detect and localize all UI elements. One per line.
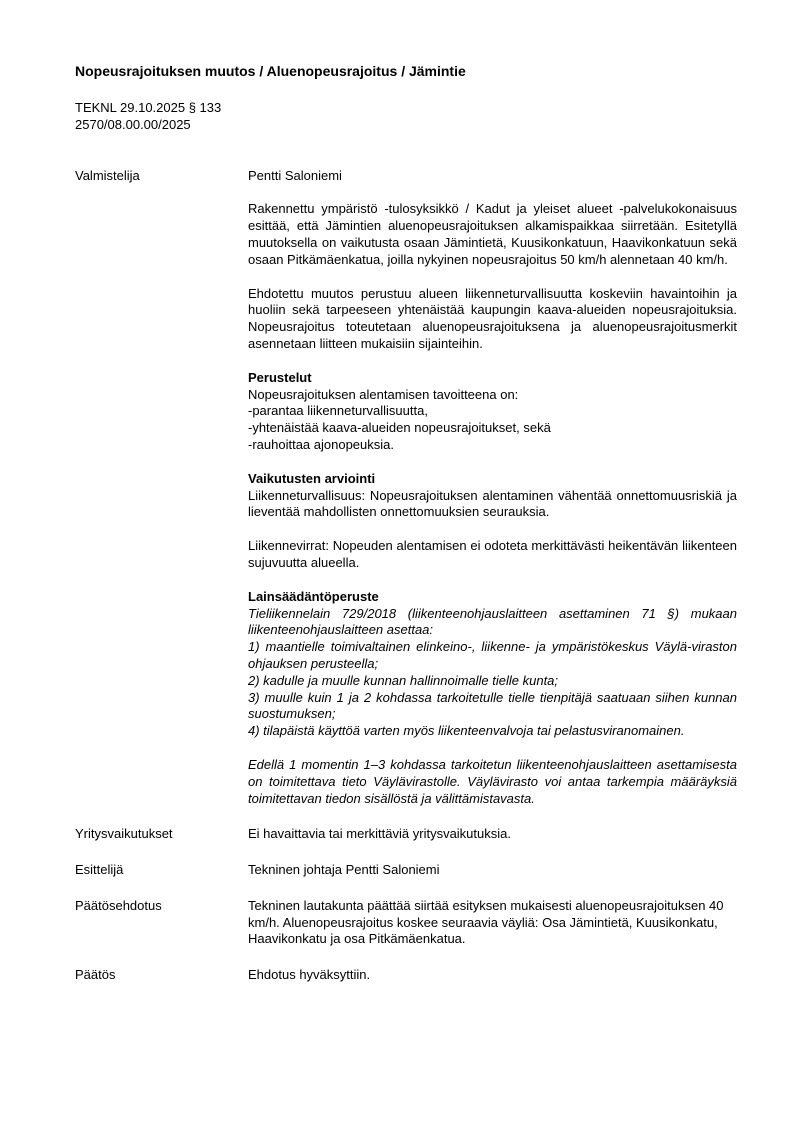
perustelut-item: -rauhoittaa ajonopeuksia. bbox=[248, 436, 394, 452]
document-title: Nopeusrajoituksen muutos / Aluenopeusrajoitus / Jämintie bbox=[75, 63, 466, 79]
paragraph-liikennevirrat: Liikennevirrat: Nopeuden alentamisen ei odoteta merkittävästi heikentävän liikenteen sujuvuutta alueella. bbox=[248, 538, 737, 570]
heading-lainsaadantoperuste: Lainsäädäntöperuste bbox=[248, 588, 379, 604]
lainsaadanto-item: 2) kadulle ja muulle kunnan hallinnoimalle tielle kunta; bbox=[248, 672, 559, 688]
row-paatos bbox=[75, 967, 737, 984]
esittelija-text: Tekninen johtaja Pentti Saloniemi bbox=[248, 862, 440, 878]
row-paatosehdotus bbox=[75, 898, 737, 948]
paragraph-liikenneturvallisuus: Liikenneturvallisuus: Nopeusrajoituksen alentaminen vähentää onnettomuusriskiä ja lieventää mahdollisten onnettomuuksien seurauksia. bbox=[248, 487, 737, 520]
paatos-text: Ehdotus hyväksyttiin. bbox=[248, 967, 371, 983]
perustelut-item: -parantaa liikenneturvallisuutta, bbox=[248, 403, 428, 419]
lainsaadanto-item: 1) maantielle toimivaltainen elinkeino-, liikenne- ja ympäristökeskus Väylä-viraston ohjauksen perusteella; bbox=[248, 639, 737, 671]
row-valmistelija bbox=[75, 168, 737, 808]
paragraph-momentti: Edellä 1 momentin 1–3 kohdassa tarkoitetun liikenteenohjauslaitteen asettamisesta on toimitettava tieto Väylävirastolle. Väylävirasto voi antaa tarkempia määräyksiä toimitettavan tiedon sisällöstä ja välittämistavasta. bbox=[248, 756, 737, 806]
label-paatos: Päätös bbox=[75, 967, 116, 983]
lainsaadanto-item: 4) tilapäistä käyttöä varten myös liikenteenvalvoja tai pelastusviranomainen. bbox=[248, 723, 685, 739]
esittelija-content bbox=[248, 862, 737, 879]
label-valmistelija: Valmistelija bbox=[75, 167, 140, 183]
lainsaadanto-intro: Tieliikennelain 729/2018 (liikenteenohjauslaitteen asettaminen 71 §) mukaan liikenteenohjauslaitteen asettaa: bbox=[248, 605, 737, 638]
yritysvaikutukset-text: Ei havaittavia tai merkittäviä yritysvaikutuksia. bbox=[248, 826, 511, 842]
preparer-name: Pentti Saloniemi bbox=[248, 167, 342, 183]
lainsaadanto-item: 3) muulle kuin 1 ja 2 kohdassa tarkoitetulle tielle tienpitäjä saatuaan siihen kunnan suostumuksen; bbox=[248, 689, 737, 722]
row-yritysvaikutukset bbox=[75, 826, 737, 843]
paatos-content bbox=[248, 967, 737, 984]
yritysvaikutukset-content bbox=[248, 826, 737, 843]
perustelut-item: -yhtenäistää kaava-alueiden nopeusrajoitukset, sekä bbox=[248, 420, 551, 436]
section-perustelut bbox=[248, 370, 737, 454]
label-esittelija: Esittelijä bbox=[75, 862, 124, 878]
section-lainsaadantoperuste bbox=[248, 589, 737, 808]
heading-perustelut: Perustelut bbox=[248, 369, 312, 385]
paatosehdotus-content bbox=[248, 898, 737, 948]
label-yritysvaikutukset: Yritysvaikutukset bbox=[75, 826, 173, 842]
paatosehdotus-text: Tekninen lautakunta päättää siirtää esityksen mukaisesti aluenopeusrajoituksen 40 km/h. Aluenopeusrajoitus koskee seuraavia väyliä: Osa Jämintietä, Kuusikonkatu, Haavikonkatu ja osa Pitkämäenkatua. bbox=[248, 897, 724, 947]
label-paatosehdotus: Päätösehdotus bbox=[75, 897, 162, 913]
paragraph-proposal: Rakennettu ympäristö -tulosyksikkö / Kadut ja yleiset alueet -palvelukokonaisuus esittää, että Jämintien aluenopeusrajoituksen alkamispaikkaa siirretään. Esitetyllä muutoksella on vaikutusta osaan Jämintietä, Kuusikonkatuun, Haavikonkatuun sekä osaan Pitkämäenkatua, joilla nykyinen nopeusrajoitus 50 km/h alennetaan 40 km/h. bbox=[248, 201, 737, 267]
section-vaikutusten-arviointi bbox=[248, 471, 737, 572]
case-reference-block bbox=[75, 100, 737, 134]
case-line: TEKNL 29.10.2025 § 133 bbox=[75, 100, 222, 115]
valmistelija-content bbox=[248, 168, 737, 808]
heading-vaikutusten-arviointi: Vaikutusten arviointi bbox=[248, 470, 376, 486]
perustelut-intro: Nopeusrajoituksen alentamisen tavoitteena on: bbox=[248, 386, 519, 402]
paragraph-background: Ehdotettu muutos perustuu alueen liikenneturvallisuutta koskeviin havaintoihin ja huoliin sekä tarpeeseen yhtenäistää kaupungin kaava-alueiden nopeusrajoituksia. Nopeusrajoitus toteutetaan aluenopeusrajoituksena ja aluenopeusrajoitusmerkit asennetaan liitteen mukaisiin sijainteihin. bbox=[248, 285, 737, 351]
row-esittelija bbox=[75, 862, 737, 879]
diary-number: 2570/08.00.00/2025 bbox=[75, 116, 191, 132]
